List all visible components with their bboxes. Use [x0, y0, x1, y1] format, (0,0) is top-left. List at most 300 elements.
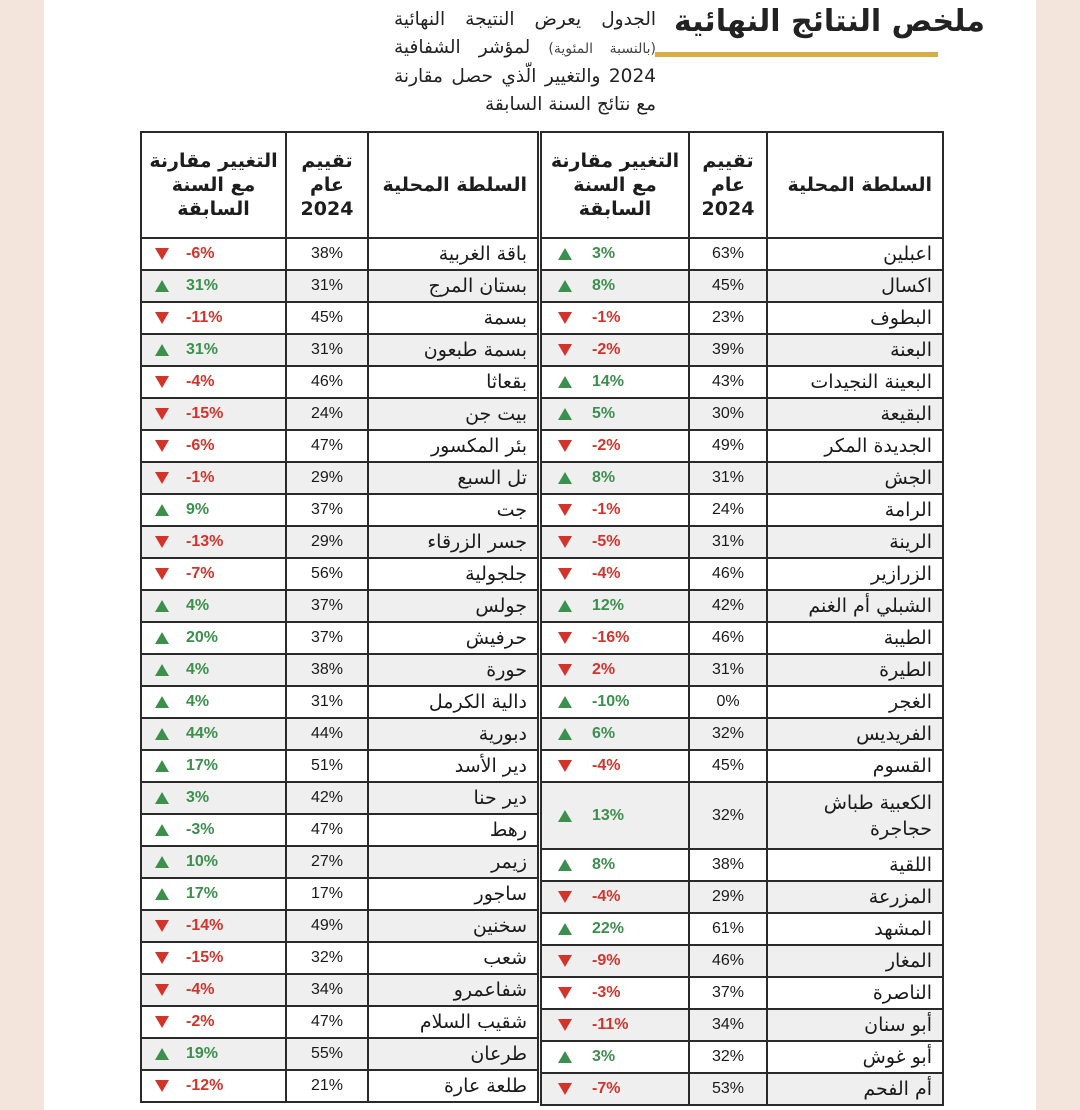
- change-value: -1%: [186, 469, 215, 486]
- score-cell: 37%: [286, 494, 368, 526]
- change-cell: [541, 430, 689, 462]
- change-cell: [141, 814, 286, 846]
- table-row: [141, 974, 538, 1006]
- score-cell: 45%: [286, 302, 368, 334]
- change-cell: [141, 846, 286, 878]
- change-value: 3%: [592, 245, 616, 262]
- change-value: -7%: [592, 1080, 621, 1097]
- triangle-up-icon: [558, 696, 572, 708]
- triangle-up-icon: [558, 600, 572, 612]
- table-row: [141, 750, 538, 782]
- intro-text-1: الجدول يعرض النتيجة النهائية: [394, 9, 656, 30]
- score-cell: 61%: [689, 913, 767, 945]
- authority-name: تل السبع: [368, 462, 538, 494]
- change-wrapper: [542, 757, 688, 775]
- change-cell: [541, 945, 689, 977]
- change-value: 8%: [592, 277, 616, 294]
- authority-name: المغار: [767, 945, 943, 977]
- triangle-down-icon: [155, 440, 169, 452]
- change-value: 2%: [592, 661, 616, 678]
- change-cell: [141, 782, 286, 814]
- change-cell: [141, 910, 286, 942]
- triangle-up-icon: [558, 280, 572, 292]
- triangle-up-icon: [558, 728, 572, 740]
- table-row: [141, 526, 538, 558]
- change-wrapper: [142, 437, 285, 455]
- document-page: [44, 0, 1036, 1110]
- score-cell: 44%: [286, 718, 368, 750]
- authority-name: المزرعة: [767, 881, 943, 913]
- table-row: [541, 881, 943, 913]
- change-cell: [541, 686, 689, 718]
- change-wrapper: [142, 597, 285, 615]
- authority-name: طرعان: [368, 1038, 538, 1070]
- change-cell: [541, 238, 689, 270]
- change-cell: [141, 718, 286, 750]
- table-row: [141, 942, 538, 974]
- change-cell: [141, 302, 286, 334]
- authority-name: الرينة: [767, 526, 943, 558]
- change-cell: [141, 1070, 286, 1102]
- intro-paragraph: [394, 6, 656, 119]
- triangle-down-icon: [558, 504, 572, 516]
- change-value: -15%: [186, 405, 224, 422]
- change-cell: [541, 302, 689, 334]
- change-value: -2%: [592, 437, 621, 454]
- change-cell: [541, 270, 689, 302]
- authority-name: اللقية: [767, 849, 943, 881]
- triangle-down-icon: [558, 760, 572, 772]
- triangle-down-icon: [155, 920, 169, 932]
- change-wrapper: [542, 277, 688, 295]
- change-wrapper: [142, 245, 285, 263]
- authority-name: شفاعمرو: [368, 974, 538, 1006]
- table-row: [541, 849, 943, 881]
- score-cell: 23%: [689, 302, 767, 334]
- score-cell: 31%: [286, 270, 368, 302]
- triangle-down-icon: [155, 984, 169, 996]
- table-row: [141, 238, 538, 270]
- change-value: 19%: [186, 1045, 219, 1062]
- triangle-down-icon: [558, 344, 572, 356]
- change-wrapper: [542, 888, 688, 906]
- intro-note: (بالنسبة المئوية): [548, 41, 656, 57]
- change-wrapper: [142, 1013, 285, 1031]
- change-cell: [141, 1038, 286, 1070]
- change-value: 3%: [592, 1048, 616, 1065]
- change-value: -2%: [186, 1013, 215, 1030]
- score-cell: 31%: [689, 462, 767, 494]
- table-row: [541, 526, 943, 558]
- score-cell: 49%: [689, 430, 767, 462]
- change-cell: [141, 750, 286, 782]
- header-change: التغيير مقارنة مع السنة السابقة: [541, 132, 689, 238]
- triangle-up-icon: [155, 600, 169, 612]
- triangle-up-icon: [155, 696, 169, 708]
- authority-name: باقة الغربية: [368, 238, 538, 270]
- score-cell: 38%: [286, 654, 368, 686]
- change-wrapper: [542, 629, 688, 647]
- table-row: [141, 270, 538, 302]
- score-cell: 49%: [286, 910, 368, 942]
- table-row: [141, 718, 538, 750]
- table-row: [141, 494, 538, 526]
- change-value: -11%: [592, 1016, 629, 1033]
- authority-name: اكسال: [767, 270, 943, 302]
- change-value: 44%: [186, 725, 219, 742]
- score-cell: 37%: [286, 622, 368, 654]
- change-wrapper: [542, 661, 688, 679]
- score-cell: 43%: [689, 366, 767, 398]
- authority-name: سخنين: [368, 910, 538, 942]
- table-row: [141, 1006, 538, 1038]
- change-value: 17%: [186, 885, 219, 902]
- triangle-up-icon: [558, 859, 572, 871]
- triangle-down-icon: [155, 312, 169, 324]
- table-row: [141, 686, 538, 718]
- triangle-down-icon: [558, 987, 572, 999]
- table-row: [541, 302, 943, 334]
- table-row: [541, 654, 943, 686]
- triangle-down-icon: [155, 1016, 169, 1028]
- change-value: 31%: [186, 277, 219, 294]
- change-wrapper: [142, 917, 285, 935]
- change-cell: [541, 398, 689, 430]
- change-wrapper: [142, 373, 285, 391]
- triangle-up-icon: [155, 1048, 169, 1060]
- table-row: [541, 334, 943, 366]
- header-score: تقييم عام 2024: [286, 132, 368, 238]
- change-wrapper: [542, 856, 688, 874]
- triangle-up-icon: [155, 888, 169, 900]
- table-row: [541, 238, 943, 270]
- score-cell: 37%: [286, 590, 368, 622]
- change-cell: [541, 913, 689, 945]
- authority-name: بسمة طبعون: [368, 334, 538, 366]
- table-row: [541, 622, 943, 654]
- authority-name: جولس: [368, 590, 538, 622]
- table-row: [141, 590, 538, 622]
- table-row: [141, 910, 538, 942]
- change-wrapper: [142, 789, 285, 807]
- change-value: -16%: [592, 629, 630, 646]
- score-cell: 30%: [689, 398, 767, 430]
- title-underline: [655, 52, 938, 57]
- score-cell: 42%: [286, 782, 368, 814]
- change-wrapper: [542, 1016, 688, 1034]
- change-value: -1%: [592, 309, 621, 326]
- triangle-up-icon: [155, 632, 169, 644]
- change-cell: [541, 1073, 689, 1105]
- change-wrapper: [542, 807, 688, 825]
- score-cell: 29%: [286, 526, 368, 558]
- change-value: 4%: [186, 661, 210, 678]
- change-value: 13%: [592, 806, 625, 824]
- change-cell: [541, 494, 689, 526]
- triangle-up-icon: [155, 856, 169, 868]
- triangle-down-icon: [155, 952, 169, 964]
- change-cell: [141, 590, 286, 622]
- score-cell: 46%: [689, 945, 767, 977]
- change-wrapper: [142, 277, 285, 295]
- authority-name: دير الأسد: [368, 750, 538, 782]
- score-cell: 31%: [286, 334, 368, 366]
- change-value: 8%: [592, 856, 616, 873]
- triangle-down-icon: [558, 891, 572, 903]
- table-row: [141, 334, 538, 366]
- score-cell: 38%: [286, 238, 368, 270]
- authority-name: زيمر: [368, 846, 538, 878]
- authority-name: جت: [368, 494, 538, 526]
- change-value: -14%: [186, 917, 224, 934]
- change-wrapper: [542, 984, 688, 1002]
- change-cell: [141, 526, 286, 558]
- triangle-down-icon: [155, 536, 169, 548]
- score-cell: 45%: [689, 270, 767, 302]
- triangle-up-icon: [155, 664, 169, 676]
- authority-name: الفريديس: [767, 718, 943, 750]
- change-value: 9%: [186, 501, 210, 518]
- change-cell: [141, 942, 286, 974]
- change-wrapper: [542, 920, 688, 938]
- table-row: [541, 750, 943, 782]
- score-cell: 32%: [689, 782, 767, 849]
- table-row: [141, 366, 538, 398]
- change-wrapper: [542, 373, 688, 391]
- change-cell: [141, 686, 286, 718]
- change-wrapper: [542, 952, 688, 970]
- triangle-down-icon: [155, 408, 169, 420]
- score-cell: 47%: [286, 814, 368, 846]
- header-score: تقييم عام 2024: [689, 132, 767, 238]
- authority-name: دالية الكرمل: [368, 686, 538, 718]
- change-cell: [141, 398, 286, 430]
- change-wrapper: [142, 821, 285, 839]
- authority-name: البعينة النجيدات: [767, 366, 943, 398]
- change-cell: [541, 590, 689, 622]
- change-value: 10%: [186, 853, 219, 870]
- authority-name: أم الفحم: [767, 1073, 943, 1105]
- change-wrapper: [142, 469, 285, 487]
- authority-name: طلعة عارة: [368, 1070, 538, 1102]
- authority-name: الطيبة: [767, 622, 943, 654]
- authority-name: الجش: [767, 462, 943, 494]
- triangle-down-icon: [155, 472, 169, 484]
- authority-name: بيت جن: [368, 398, 538, 430]
- triangle-down-icon: [155, 1080, 169, 1092]
- authority-name: الطيرة: [767, 654, 943, 686]
- change-wrapper: [142, 949, 285, 967]
- triangle-down-icon: [558, 632, 572, 644]
- triangle-up-icon: [155, 728, 169, 740]
- authority-name: رهط: [368, 814, 538, 846]
- change-wrapper: [142, 885, 285, 903]
- triangle-up-icon: [155, 824, 169, 836]
- table-row: [541, 1009, 943, 1041]
- score-cell: 32%: [689, 718, 767, 750]
- table-row: [541, 462, 943, 494]
- score-cell: 29%: [286, 462, 368, 494]
- change-value: -2%: [592, 341, 621, 358]
- change-value: -11%: [186, 309, 223, 326]
- change-cell: [541, 462, 689, 494]
- change-value: -3%: [592, 984, 621, 1001]
- change-cell: [541, 750, 689, 782]
- change-cell: [541, 558, 689, 590]
- change-cell: [541, 622, 689, 654]
- change-value: -4%: [592, 565, 621, 582]
- change-cell: [541, 526, 689, 558]
- authority-name: الجديدة المكر: [767, 430, 943, 462]
- table-row: [141, 558, 538, 590]
- change-wrapper: [142, 341, 285, 359]
- change-value: -4%: [592, 757, 621, 774]
- change-cell: [541, 782, 689, 849]
- change-wrapper: [542, 341, 688, 359]
- change-wrapper: [542, 565, 688, 583]
- triangle-down-icon: [558, 664, 572, 676]
- change-value: -12%: [186, 1077, 224, 1094]
- table-row: [541, 366, 943, 398]
- table-row: [541, 782, 943, 849]
- table-row: [541, 270, 943, 302]
- change-wrapper: [542, 1048, 688, 1066]
- change-wrapper: [142, 725, 285, 743]
- header-authority: السلطة المحلية: [368, 132, 538, 238]
- change-wrapper: [542, 693, 688, 711]
- score-cell: 34%: [689, 1009, 767, 1041]
- triangle-down-icon: [558, 955, 572, 967]
- change-wrapper: [542, 533, 688, 551]
- intro-text-2: لمؤشر الشفافية 2024 والتغيير الّذي حصل مقارنة مع نتائج السنة السابقة: [394, 37, 656, 115]
- change-cell: [141, 334, 286, 366]
- change-value: 14%: [592, 373, 625, 390]
- change-cell: [541, 977, 689, 1009]
- table-row: [541, 945, 943, 977]
- authority-name: شعب: [368, 942, 538, 974]
- authority-name: بئر المكسور: [368, 430, 538, 462]
- change-wrapper: [142, 501, 285, 519]
- change-wrapper: [142, 1077, 285, 1095]
- score-cell: 39%: [689, 334, 767, 366]
- change-wrapper: [542, 469, 688, 487]
- change-wrapper: [542, 437, 688, 455]
- triangle-down-icon: [155, 568, 169, 580]
- table-row: [141, 814, 538, 846]
- table-row: [541, 430, 943, 462]
- change-wrapper: [142, 565, 285, 583]
- score-cell: 46%: [286, 366, 368, 398]
- change-value: -6%: [186, 437, 215, 454]
- change-value: 20%: [186, 629, 219, 646]
- score-cell: 45%: [689, 750, 767, 782]
- change-wrapper: [142, 1045, 285, 1063]
- change-cell: [541, 718, 689, 750]
- score-cell: 21%: [286, 1070, 368, 1102]
- change-wrapper: [142, 853, 285, 871]
- table-row: [541, 686, 943, 718]
- change-cell: [141, 366, 286, 398]
- change-cell: [141, 430, 286, 462]
- score-cell: 42%: [689, 590, 767, 622]
- triangle-up-icon: [155, 280, 169, 292]
- authority-name: بقعاثا: [368, 366, 538, 398]
- change-value: 22%: [592, 920, 625, 937]
- change-cell: [541, 654, 689, 686]
- change-value: 6%: [592, 725, 616, 742]
- change-cell: [141, 494, 286, 526]
- authority-name: جسر الزرقاء: [368, 526, 538, 558]
- change-wrapper: [142, 533, 285, 551]
- table-row: [141, 878, 538, 910]
- triangle-up-icon: [558, 248, 572, 260]
- table-row: [541, 590, 943, 622]
- change-value: 12%: [592, 597, 625, 614]
- table-row: [141, 654, 538, 686]
- score-cell: 55%: [286, 1038, 368, 1070]
- score-cell: 47%: [286, 430, 368, 462]
- change-value: -7%: [186, 565, 215, 582]
- triangle-up-icon: [558, 376, 572, 388]
- score-cell: 34%: [286, 974, 368, 1006]
- change-wrapper: [542, 405, 688, 423]
- authority-name: الشبلي أم الغنم: [767, 590, 943, 622]
- change-cell: [541, 1009, 689, 1041]
- change-wrapper: [142, 405, 285, 423]
- triangle-down-icon: [155, 376, 169, 388]
- change-wrapper: [542, 309, 688, 327]
- table-row: [141, 782, 538, 814]
- triangle-up-icon: [558, 923, 572, 935]
- change-cell: [541, 366, 689, 398]
- change-value: -13%: [186, 533, 224, 550]
- authority-name: دبورية: [368, 718, 538, 750]
- authority-name: البعنة: [767, 334, 943, 366]
- triangle-down-icon: [558, 312, 572, 324]
- score-cell: 24%: [689, 494, 767, 526]
- change-value: -4%: [592, 888, 621, 905]
- triangle-up-icon: [558, 408, 572, 420]
- change-value: 4%: [186, 693, 210, 710]
- authority-name: المشهد: [767, 913, 943, 945]
- header-authority: السلطة المحلية: [767, 132, 943, 238]
- table-row: [141, 430, 538, 462]
- authority-name: البطوف: [767, 302, 943, 334]
- authority-name: شقيب السلام: [368, 1006, 538, 1038]
- triangle-down-icon: [558, 1083, 572, 1095]
- score-cell: 51%: [286, 750, 368, 782]
- change-value: -9%: [592, 952, 621, 969]
- score-cell: 0%: [689, 686, 767, 718]
- triangle-down-icon: [558, 440, 572, 452]
- table-row: [541, 1041, 943, 1073]
- change-wrapper: [142, 309, 285, 327]
- score-cell: 53%: [689, 1073, 767, 1105]
- table-row: [141, 622, 538, 654]
- score-cell: 46%: [689, 558, 767, 590]
- change-wrapper: [142, 981, 285, 999]
- authority-name: القسوم: [767, 750, 943, 782]
- page-title: ملخص النتائج النهائية: [673, 4, 985, 39]
- authority-name: الغجر: [767, 686, 943, 718]
- score-cell: 32%: [286, 942, 368, 974]
- triangle-up-icon: [558, 472, 572, 484]
- authority-name: الزرازير: [767, 558, 943, 590]
- authority-name: الناصرة: [767, 977, 943, 1009]
- change-cell: [141, 654, 286, 686]
- table-row: [141, 846, 538, 878]
- authority-name: بستان المرج: [368, 270, 538, 302]
